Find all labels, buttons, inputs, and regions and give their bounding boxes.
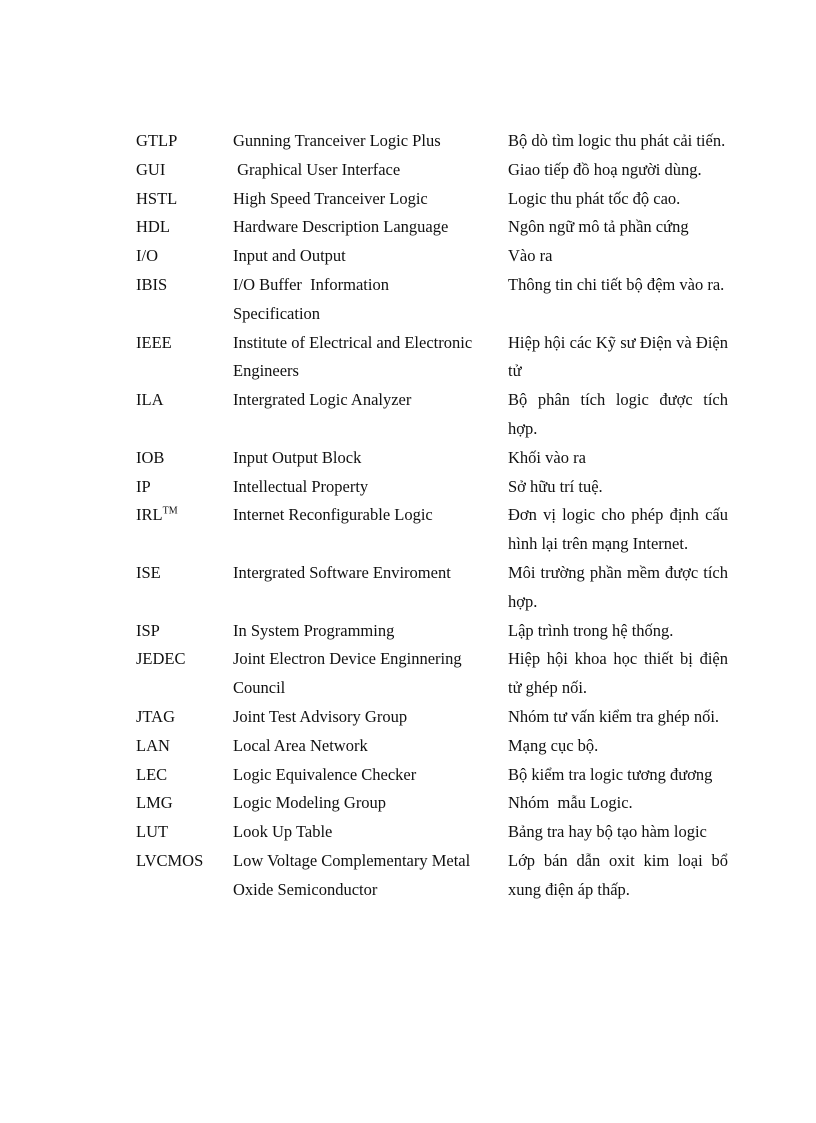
vietnamese-meaning: Mạng cục bộ.	[508, 735, 599, 755]
full-term: Joint Test Advisory Group	[233, 706, 408, 726]
abbreviation: LMG	[136, 793, 173, 813]
glossary-row	[136, 185, 730, 214]
glossary-row	[136, 386, 730, 444]
abbreviation: LVCMOS	[136, 850, 204, 870]
glossary-row	[136, 789, 730, 818]
abbreviation: IRL	[136, 505, 163, 525]
full-term: Low Voltage Complementary Metal Oxide Semiconductor	[233, 850, 471, 899]
full-term: Hardware Description Language	[233, 217, 449, 237]
vietnamese-meaning: Hiệp hội các Kỹ sư Điện và Điện tử	[508, 332, 728, 381]
glossary-row	[136, 156, 730, 185]
full-term: I/O Buffer Information Specification	[233, 274, 394, 323]
abbreviation: IBIS	[136, 274, 168, 294]
vietnamese-meaning: Bộ kiểm tra logic tương đương	[508, 764, 713, 784]
glossary-row	[136, 703, 730, 732]
abbreviation: IP	[136, 476, 151, 496]
full-term: Internet Reconfigurable Logic	[233, 505, 433, 525]
glossary-row	[136, 473, 730, 502]
abbreviation: ISP	[136, 620, 160, 640]
vietnamese-meaning: Bộ phân tích logic được tích hợp.	[508, 390, 728, 438]
full-term: Input Output Block	[233, 447, 362, 467]
glossary-row	[136, 645, 730, 703]
glossary-row	[136, 329, 730, 387]
glossary-row	[136, 761, 730, 790]
abbreviation-with-trademark	[136, 501, 233, 530]
vietnamese-meaning: Môi trường phần mềm được tích hợp.	[508, 562, 728, 611]
abbreviation: GUI	[136, 159, 166, 179]
full-term: Look Up Table	[233, 822, 333, 842]
glossary-row	[136, 127, 730, 156]
vietnamese-meaning: Lập trình trong hệ thống.	[508, 620, 674, 640]
vietnamese-meaning: Nhóm mẫu Logic.	[508, 793, 633, 813]
full-term: Institute of Electrical and Electronic Engineers	[233, 332, 473, 381]
vietnamese-meaning: Khối vào ra	[508, 447, 586, 467]
abbreviation: LAN	[136, 735, 170, 755]
abbreviation: HDL	[136, 217, 170, 237]
glossary-row	[136, 242, 730, 271]
vietnamese-meaning: Nhóm tư vấn kiểm tra ghép nối.	[508, 706, 720, 726]
glossary-row	[136, 818, 730, 847]
full-term: Local Area Network	[233, 735, 368, 755]
full-term: Logic Modeling Group	[233, 793, 387, 813]
glossary-row	[136, 444, 730, 473]
vietnamese-meaning: Ngôn ngữ mô tả phần cứng	[508, 217, 689, 237]
glossary-row	[136, 501, 730, 559]
abbreviation: GTLP	[136, 131, 178, 150]
glossary-row	[136, 732, 730, 761]
trademark-superscript: TM	[162, 505, 178, 517]
vietnamese-meaning: Bảng tra hay bộ tạo hàm logic	[508, 822, 707, 842]
full-term: Logic Equivalence Checker	[233, 764, 417, 784]
abbreviation: IEEE	[136, 332, 172, 352]
full-term: Intergrated Software Enviroment	[233, 562, 451, 582]
vietnamese-meaning: Vào ra	[508, 246, 553, 266]
vietnamese-meaning: Hiệp hội khoa học thiết bị điện tử ghép nối.	[508, 649, 728, 698]
vietnamese-meaning: Logic thu phát tốc độ cao.	[508, 188, 681, 208]
glossary-row	[136, 559, 730, 617]
vietnamese-meaning: Đơn vị logic cho phép định cấu hình lại trên mạng Internet.	[508, 505, 728, 554]
glossary-row	[136, 213, 730, 242]
abbreviation: IOB	[136, 447, 165, 467]
abbreviation: I/O	[136, 246, 158, 266]
abbreviation: ISE	[136, 562, 161, 582]
full-term: Joint Electron Device Enginnering Council	[233, 649, 462, 698]
abbreviation: HSTL	[136, 188, 178, 208]
full-term: Intergrated Logic Analyzer	[233, 390, 412, 410]
full-term: In System Programming	[233, 620, 395, 640]
full-term: Graphical User Interface	[233, 159, 401, 179]
abbreviation: ILA	[136, 390, 164, 410]
vietnamese-meaning: Giao tiếp đồ hoạ người dùng.	[508, 159, 702, 179]
glossary-row	[136, 271, 730, 329]
abbreviation: JTAG	[136, 706, 176, 726]
vietnamese-meaning: Bộ dò tìm logic thu phát cải tiến.	[508, 131, 726, 150]
abbreviation: JEDEC	[136, 649, 186, 669]
glossary-row	[136, 847, 730, 905]
vietnamese-meaning: Lớp bán dẫn oxit kim loại bổ xung điện áp thấp.	[508, 850, 728, 899]
abbreviation: LEC	[136, 764, 168, 784]
full-term: Intellectual Property	[233, 476, 369, 496]
abbreviation-glossary	[136, 127, 730, 905]
full-term: High Speed Tranceiver Logic	[233, 188, 428, 208]
abbreviation: LUT	[136, 822, 169, 842]
glossary-row	[136, 617, 730, 646]
vietnamese-meaning: Thông tin chi tiết bộ đệm vào ra.	[508, 274, 725, 294]
full-term: Input and Output	[233, 246, 346, 266]
vietnamese-meaning: Sở hữu trí tuệ.	[508, 476, 603, 496]
full-term: Gunning Tranceiver Logic Plus	[233, 131, 441, 150]
